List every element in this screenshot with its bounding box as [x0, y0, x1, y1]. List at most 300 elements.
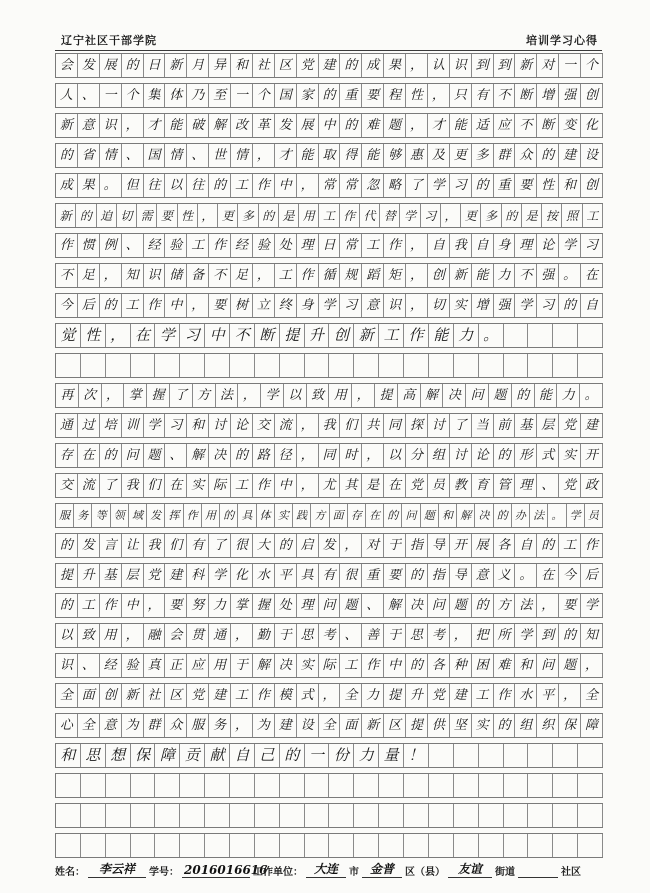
grid-cell: 验: [165, 234, 187, 257]
grid-cell: 一: [100, 84, 122, 107]
grid-cell: 服: [187, 714, 209, 737]
grid-row: [55, 803, 603, 828]
grid-cell: 决: [443, 384, 466, 407]
grid-cell: 员: [585, 504, 603, 527]
grid-cell: 重: [362, 564, 384, 587]
grid-cell: 法: [530, 504, 548, 527]
grid-cell: 决: [209, 444, 231, 467]
grid-cell: 按: [542, 204, 562, 227]
grid-cell: 政: [581, 474, 603, 497]
grid-cell: 让: [122, 534, 144, 557]
grid-cell: 再: [56, 384, 79, 407]
grid-cell: 解: [187, 444, 209, 467]
grid-cell: [205, 804, 230, 827]
grid-cell: [155, 804, 180, 827]
grid-cell: 建: [450, 684, 472, 707]
grid-cell: 国: [144, 144, 166, 167]
grid-cell: [106, 834, 131, 857]
grid-cell: 训: [122, 414, 144, 437]
grid-cell: 导: [428, 534, 450, 557]
grid-cell: 能: [450, 114, 472, 137]
grid-cell: [578, 354, 603, 377]
grid-cell: 的: [406, 654, 428, 677]
grid-cell: 的: [100, 444, 122, 467]
grid-cell: 区: [384, 714, 406, 737]
grid-cell: 的: [56, 144, 78, 167]
grid-cell: 的: [56, 534, 78, 557]
grid-cell: 在: [366, 504, 384, 527]
grid-cell: 以: [384, 444, 406, 467]
grid-cell: 认: [428, 54, 450, 77]
grid-cell: 和: [515, 654, 537, 677]
grid-cell: [454, 744, 479, 767]
grid-cell: 领: [111, 504, 129, 527]
grid-cell: ，: [340, 534, 362, 557]
grid-row: [55, 743, 603, 768]
grid-cell: [379, 774, 404, 797]
grid-cell: [180, 354, 205, 377]
grid-cell: 建: [209, 684, 231, 707]
grid-cell: [578, 804, 603, 827]
grid-cell: 世: [209, 144, 231, 167]
grid-cell: 学: [155, 324, 180, 347]
grid-cell: 作: [297, 264, 319, 287]
grid-cell: 坚: [450, 714, 472, 737]
grid-cell: 工: [231, 174, 253, 197]
grid-cell: 流: [78, 474, 100, 497]
grid-cell: 方: [311, 504, 329, 527]
grid-cell: [504, 354, 529, 377]
grid-cell: 是: [522, 204, 542, 227]
grid-cell: 实: [472, 714, 494, 737]
grid-cell: 学: [515, 294, 537, 317]
grid-cell: [280, 834, 305, 857]
grid-cell: 大: [253, 534, 275, 557]
grid-cell: 我: [450, 234, 472, 257]
grid-row: [55, 383, 603, 408]
grid-cell: 的: [319, 84, 341, 107]
grid-cell: 们: [165, 534, 187, 557]
grid-cell: 困: [472, 654, 494, 677]
grid-row: [55, 503, 603, 528]
grid-cell: 习: [537, 294, 559, 317]
grid-cell: 断: [255, 324, 280, 347]
grid-cell: 基: [515, 414, 537, 437]
grid-cell: ，: [106, 324, 131, 347]
grid-cell: 力: [454, 324, 479, 347]
grid-cell: 基: [100, 564, 122, 587]
grid-cell: 自: [428, 234, 450, 257]
grid-cell: 破: [187, 114, 209, 137]
grid-cell: [205, 774, 230, 797]
grid-cell: 贡: [180, 744, 205, 767]
grid-cell: 工: [583, 204, 603, 227]
grid-cell: 己: [255, 744, 280, 767]
grid-cell: 性: [178, 204, 198, 227]
grid-cell: ，: [297, 444, 319, 467]
grid-row: [55, 623, 603, 648]
grid-cell: [429, 804, 454, 827]
grid-cell: 作: [494, 684, 516, 707]
grid-cell: 高: [398, 384, 421, 407]
name-label: 姓名：: [55, 867, 85, 878]
grid-cell: 正: [165, 654, 187, 677]
grid-cell: 实: [297, 654, 319, 677]
grid-row: [55, 203, 603, 228]
grid-cell: 组: [515, 714, 537, 737]
grid-cell: 储: [165, 264, 187, 287]
grid-cell: 平: [275, 564, 297, 587]
grid-cell: 握: [147, 384, 170, 407]
grid-row: [55, 413, 603, 438]
grid-cell: ，: [231, 624, 253, 647]
grid-cell: 学: [581, 594, 603, 617]
grid-cell: 际: [209, 474, 231, 497]
grid-cell: 决: [275, 654, 297, 677]
grid-cell: 心: [56, 714, 78, 737]
grid-cell: [404, 354, 429, 377]
grid-cell: 于: [275, 624, 297, 647]
grid-cell: [528, 804, 553, 827]
grid-cell: 交: [56, 474, 78, 497]
grid-cell: 讨: [209, 414, 231, 437]
grid-row: [55, 353, 603, 378]
grid-cell: 新: [515, 54, 537, 77]
grid-cell: 升: [406, 684, 428, 707]
grid-cell: 办: [512, 504, 530, 527]
grid-cell: 矩: [384, 264, 406, 287]
grid-cell: [354, 834, 379, 857]
grid-cell: 创: [329, 324, 354, 347]
grid-cell: 作: [384, 234, 406, 257]
grid-cell: [329, 354, 354, 377]
grid-cell: 的: [275, 534, 297, 557]
grid-cell: 习: [581, 234, 603, 257]
grid-cell: 觉: [56, 324, 81, 347]
grid-cell: 增: [537, 84, 559, 107]
grid-cell: 流: [275, 414, 297, 437]
grid-cell: 识: [450, 54, 472, 77]
grid-cell: 育: [472, 474, 494, 497]
grid-cell: 创: [581, 84, 603, 107]
grid-cell: 群: [144, 714, 166, 737]
grid-cell: 今: [559, 564, 581, 587]
grid-cell: 善: [362, 624, 384, 647]
grid-cell: 的: [220, 504, 238, 527]
grid-cell: 分: [406, 444, 428, 467]
grid-cell: [553, 774, 578, 797]
grid-cell: 同: [384, 414, 406, 437]
grid-cell: [255, 354, 280, 377]
grid-cell: 。: [559, 264, 581, 287]
grid-cell: 个: [581, 54, 603, 77]
grid-cell: 区: [165, 684, 187, 707]
grid-cell: [429, 744, 454, 767]
grid-cell: 题: [450, 594, 472, 617]
grid-cell: [479, 804, 504, 827]
grid-cell: 是: [279, 204, 299, 227]
grid-cell: [553, 354, 578, 377]
grid-cell: 多: [238, 204, 258, 227]
grid-cell: 织: [537, 714, 559, 737]
grid-cell: [404, 804, 429, 827]
grid-cell: 变: [559, 114, 581, 137]
grid-cell: 学: [319, 294, 341, 317]
grid-cell: ，: [144, 594, 166, 617]
grid-cell: 用: [329, 384, 352, 407]
grid-cell: 到: [494, 54, 516, 77]
grid-cell: 考: [428, 624, 450, 647]
grid-cell: 实: [275, 504, 293, 527]
grid-cell: 改: [231, 114, 253, 137]
grid-cell: 建: [275, 714, 297, 737]
grid-cell: 惯: [78, 234, 100, 257]
grid-cell: 的: [559, 624, 581, 647]
grid-cell: 问: [122, 444, 144, 467]
grid-cell: 新: [56, 204, 76, 227]
grid-cell: 党: [428, 684, 450, 707]
grid-cell: 一: [559, 54, 581, 77]
grid-cell: 用: [202, 504, 220, 527]
grid-cell: 全: [581, 684, 603, 707]
grid-cell: 成: [362, 54, 384, 77]
grid-cell: 探: [406, 414, 428, 437]
grid-cell: ，: [238, 384, 261, 407]
grid-cell: 习: [180, 324, 205, 347]
grid-cell: 于: [231, 654, 253, 677]
grid-cell: ！: [404, 744, 429, 767]
grid-cell: 在: [165, 474, 187, 497]
grid-cell: 化: [231, 564, 253, 587]
grid-cell: 取: [319, 144, 341, 167]
grid-cell: 供: [428, 714, 450, 737]
grid-cell: 全: [319, 714, 341, 737]
grid-cell: 讨: [428, 414, 450, 437]
grid-cell: [504, 834, 529, 857]
grid-cell: ，: [537, 594, 559, 617]
grid-cell: 践: [293, 504, 311, 527]
grid-cell: [230, 834, 255, 857]
grid-cell: 蹈: [362, 264, 384, 287]
grid-cell: 更: [461, 204, 481, 227]
grid-cell: 强: [494, 294, 516, 317]
grid-row: [55, 293, 603, 318]
grid-cell: ，: [406, 294, 428, 317]
grid-cell: 。: [515, 564, 537, 587]
grid-cell: ，: [559, 684, 581, 707]
grid-cell: 问: [466, 384, 489, 407]
grid-cell: 发: [78, 54, 100, 77]
grid-cell: 经: [100, 654, 122, 677]
grid-cell: 工: [122, 294, 144, 317]
grid-cell: 习: [165, 414, 187, 437]
grid-cell: 要: [157, 204, 177, 227]
grid-cell: [553, 804, 578, 827]
grid-cell: 作: [209, 234, 231, 257]
grid-cell: 在: [131, 324, 156, 347]
grid-cell: 工: [187, 234, 209, 257]
grid-cell: 的: [494, 504, 512, 527]
grid-cell: 会: [165, 624, 187, 647]
id-label: 学号：: [149, 867, 179, 878]
grid-cell: 径: [275, 444, 297, 467]
grid-cell: 发: [78, 534, 100, 557]
grid-cell: 能: [535, 384, 558, 407]
grid-cell: 指: [406, 534, 428, 557]
grid-cell: 后: [78, 294, 100, 317]
grid-cell: 展: [100, 54, 122, 77]
grid-cell: 教: [450, 474, 472, 497]
grid-cell: 真: [144, 654, 166, 677]
grid-cell: [180, 774, 205, 797]
grid-row: [55, 563, 603, 588]
grid-cell: 作: [253, 684, 275, 707]
grid-cell: 集: [144, 84, 166, 107]
grid-cell: 体: [257, 504, 275, 527]
grid-cell: 创: [428, 264, 450, 287]
grid-cell: 的: [406, 564, 428, 587]
grid-cell: 照: [562, 204, 582, 227]
grid-row: [55, 173, 603, 198]
grid-cell: ，: [406, 54, 428, 77]
grid-cell: 、: [362, 594, 384, 617]
grid-cell: ，: [581, 654, 603, 677]
grid-cell: 我: [319, 414, 341, 437]
grid-cell: 工: [559, 534, 581, 557]
grid-row: [55, 683, 603, 708]
grid-cell: 强: [537, 264, 559, 287]
grid-cell: 能: [297, 144, 319, 167]
grid-cell: 常: [340, 174, 362, 197]
grid-cell: 指: [428, 564, 450, 587]
grid-cell: 果: [384, 54, 406, 77]
grid-cell: 中: [384, 654, 406, 677]
grid-cell: ，: [297, 174, 319, 197]
grid-cell: 过: [78, 414, 100, 437]
grid-cell: [404, 834, 429, 857]
grid-cell: 解: [421, 384, 444, 407]
grid-cell: 只: [450, 84, 472, 107]
grid-cell: 异: [209, 54, 231, 77]
grid-cell: 要: [384, 564, 406, 587]
grid-cell: 的: [100, 294, 122, 317]
grid-cell: 论: [472, 444, 494, 467]
grid-row: [55, 143, 603, 168]
grid-cell: 际: [319, 654, 341, 677]
grid-cell: 致: [78, 624, 100, 647]
grid-cell: 力: [494, 264, 516, 287]
grid-cell: 用: [100, 624, 122, 647]
grid-cell: 规: [340, 264, 362, 287]
grid-cell: 以: [56, 624, 78, 647]
grid-cell: [205, 354, 230, 377]
grid-cell: [255, 834, 280, 857]
grid-cell: 强: [559, 84, 581, 107]
grid-cell: 一: [305, 744, 330, 767]
grid-cell: 方: [193, 384, 216, 407]
grid-cell: 融: [144, 624, 166, 647]
grid-cell: 中: [165, 294, 187, 317]
grid-row: [55, 593, 603, 618]
grid-cell: 社: [253, 54, 275, 77]
grid-cell: 法: [216, 384, 239, 407]
grid-cell: 存: [348, 504, 366, 527]
grid-cell: 通: [209, 624, 231, 647]
grid-cell: 学: [515, 624, 537, 647]
grid-cell: ，: [441, 204, 461, 227]
grid-cell: 到: [537, 624, 559, 647]
grid-cell: [553, 324, 578, 347]
grid-cell: 决: [475, 504, 493, 527]
grid-cell: 要: [515, 174, 537, 197]
grid-cell: 知: [581, 624, 603, 647]
grid-cell: 培: [100, 414, 122, 437]
grid-cell: 、: [122, 234, 144, 257]
id-value: 2016016616: [184, 863, 268, 877]
grid-cell: 意: [78, 114, 100, 137]
grid-cell: 学: [428, 174, 450, 197]
grid-cell: 知: [122, 264, 144, 287]
grid-cell: 党: [144, 564, 166, 587]
grid-cell: 发: [147, 504, 165, 527]
grid-cell: ，: [428, 84, 450, 107]
grid-cell: 建: [559, 144, 581, 167]
grid-cell: 识: [100, 114, 122, 137]
grid-cell: 通: [56, 414, 78, 437]
grid-cell: 验: [122, 654, 144, 677]
grid-cell: 了: [450, 414, 472, 437]
grid-cell: 创: [581, 174, 603, 197]
grid-cell: 略: [384, 174, 406, 197]
grid-cell: [180, 834, 205, 857]
grid-cell: [280, 354, 305, 377]
grid-cell: [354, 354, 379, 377]
grid-cell: 应: [494, 114, 516, 137]
grid-cell: [404, 774, 429, 797]
grid-cell: 和: [56, 744, 81, 767]
grid-cell: 党: [187, 684, 209, 707]
grid-cell: [504, 324, 529, 347]
grid-cell: 式: [297, 684, 319, 707]
grid-row: [55, 473, 603, 498]
grid-cell: 有: [187, 534, 209, 557]
grid-cell: 题: [340, 594, 362, 617]
grid-cell: [429, 774, 454, 797]
grid-cell: 成: [56, 174, 78, 197]
grid-cell: 断: [515, 84, 537, 107]
grid-cell: 新: [122, 684, 144, 707]
grid-cell: 众: [515, 144, 537, 167]
grid-cell: 中: [275, 174, 297, 197]
grid-cell: [305, 834, 330, 857]
grid-cell: 务: [209, 714, 231, 737]
grid-cell: 的: [537, 144, 559, 167]
grid-row: [55, 263, 603, 288]
grid-cell: 了: [406, 174, 428, 197]
grid-cell: 足: [231, 264, 253, 287]
grid-cell: [255, 774, 280, 797]
grid-cell: 用: [209, 654, 231, 677]
grid-cell: 新: [354, 324, 379, 347]
grid-cell: 在: [384, 474, 406, 497]
grid-cell: 解: [209, 114, 231, 137]
grid-cell: [429, 354, 454, 377]
grid-cell: 决: [406, 594, 428, 617]
grid-cell: 的: [122, 54, 144, 77]
grid-cell: 对: [362, 534, 384, 557]
grid-cell: 往: [187, 174, 209, 197]
grid-cell: 域: [129, 504, 147, 527]
